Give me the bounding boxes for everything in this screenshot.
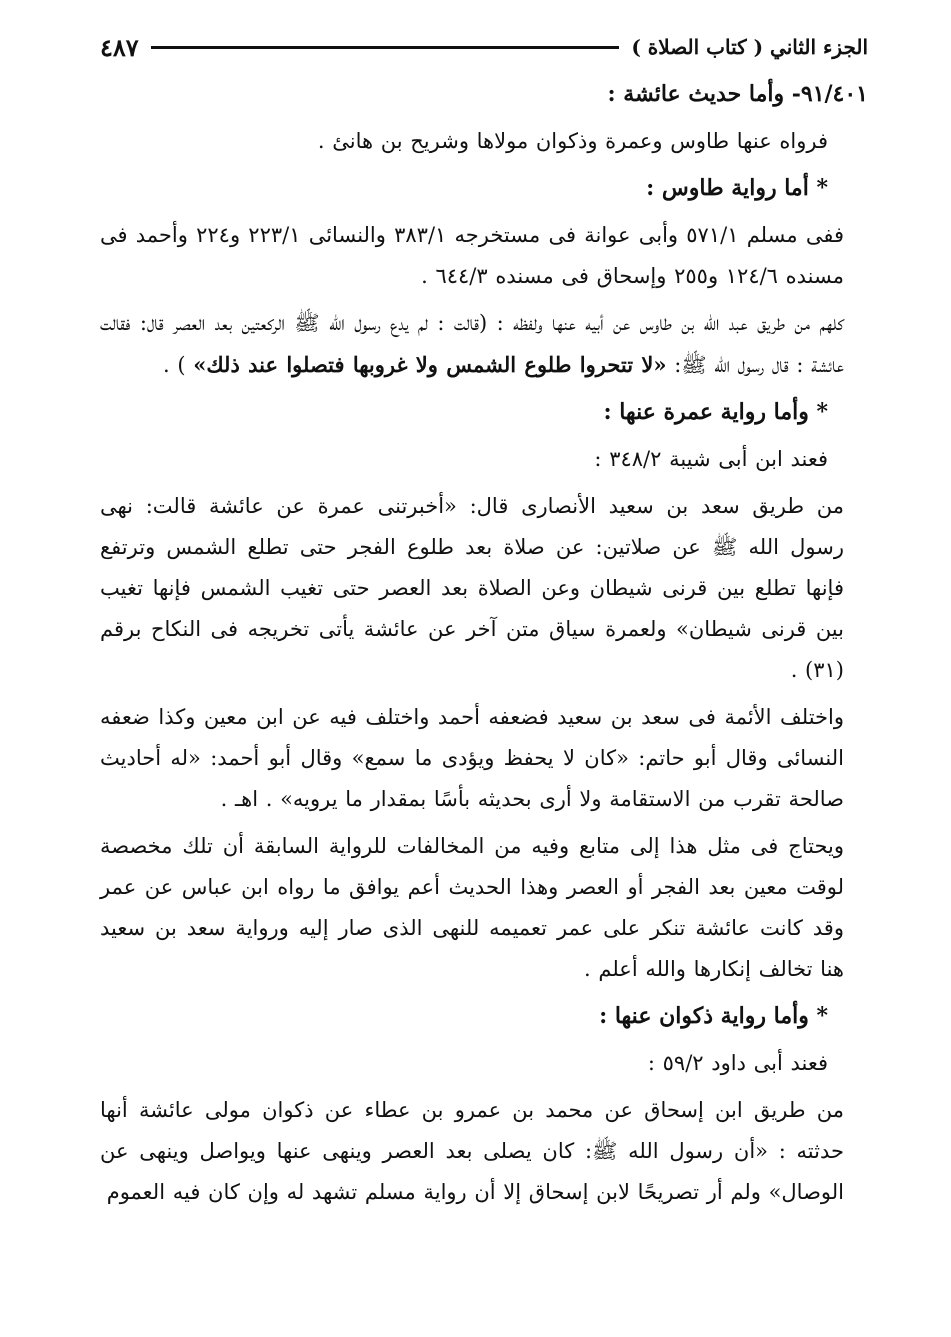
narrators-paragraph: فرواه عنها طاوس وعمرة وذكوان مولاها وشريح بن هانئ . — [317, 129, 828, 153]
tawus-tail: ) . — [163, 353, 194, 377]
tawus-text-paragraph — [100, 303, 868, 386]
section-heading-amra: * وأما رواية عمرة عنها : — [603, 399, 828, 425]
page-number: ٤٨٧ — [100, 32, 139, 62]
narrator-criticism-paragraph: واختلف الأئمة فى سعد بن سعيد فضعفه أحمد واختلف فيه عن ابن معين وكذا ضعفه النسائى وقال أبو حاتم: «كان لا يحفظ ويؤدى ما سمع» وقال أبو أحمد: «له أحاديث صالحة تقرب من الاستقامة ولا أرى بحديثه بأسًا بمقدار ما يرويه» . اهـ . — [100, 705, 844, 811]
section-heading-dhakwan: * وأما رواية ذكوان عنها : — [599, 1003, 828, 1029]
amra-text-paragraph: من طريق سعد بن سعيد الأنصارى قال: «أخبرتنى عمرة عن عائشة قالت: نهى رسول الله ﷺ عن صلاتين: عن صلاة بعد طلوع الفجر حتى تطلع الشمس وترتفع فإنها تطلع بين قرنى شيطان وعن الصلاة بعد العصر حتى تغيب الشمس فإنها تغيب بين قرنى شيطان» ولعمرة سياق متن آخر عن عائشة يأتى تخريجه فى النكاح برقم (٣١) . — [100, 494, 844, 682]
header-rule — [151, 46, 620, 49]
running-title: الجزء الثاني ( كتاب الصلاة ) — [631, 35, 868, 59]
source-line-dhakwan: فعند أبى داود ٥٩/٢ : — [647, 1051, 828, 1075]
book-page — [100, 30, 868, 1320]
hadith-heading: ٩١/٤٠١- وأما حديث عائشة : — [607, 81, 868, 107]
tawus-text: كلهم من طريق عبد الله بن طاوس عن أبيه عنها ولفظه : (قالت : لم يدع رسول الله ﷺ الركعتين بعد العصر قال: فقالت عائشة : قال رسول الله ﷺ: — [100, 311, 844, 377]
dhakwan-text-paragraph: من طريق ابن إسحاق عن محمد بن عمرو بن عطاء عن ذكوان مولى عائشة أنها حدثته : «أن رسول الله ﷺ: كان يصلى بعد العصر وينهى عنها ويواصل وينهى عن الوصال» ولم أر تصريحًا لابن إسحاق إلا أن رواية مسلم تشهد له وإن كان فيه العموم — [100, 1098, 844, 1204]
sources-paragraph-tawus: ففى مسلم ٥٧١/١ وأبى عوانة فى مستخرجه ٣٨٣/١ والنسائى ٢٢٣/١ و٢٢٤ وأحمد فى مسنده ١٢٤/٦ و٢٥٥ وإسحاق فى مسنده ٦٤٤/٣ . — [100, 223, 844, 288]
page-content — [100, 74, 868, 1213]
hadith-quote: «لا تتحروا طلوع الشمس ولا غروبها فتصلوا عند ذلك» — [193, 352, 667, 377]
commentary-paragraph: ويحتاج فى مثل هذا إلى متابع وفيه من المخالفات للرواية السابقة أن تلك مخصصة لوقت معين بعد الفجر أو العصر وهذا الحديث أعم يوافق ما رواه ابن عباس عن عمر وقد كانت عائشة تنكر على عمر تعميمه للنهى الذى صار إليه ورواية سعد بن سعيد هنا تخالف إنكارها والله أعلم . — [100, 834, 844, 981]
source-line-amra: فعند ابن أبى شيبة ٣٤٨/٢ : — [594, 447, 828, 471]
page-header — [100, 30, 868, 64]
section-heading-tawus: * أما رواية طاوس : — [646, 175, 828, 201]
